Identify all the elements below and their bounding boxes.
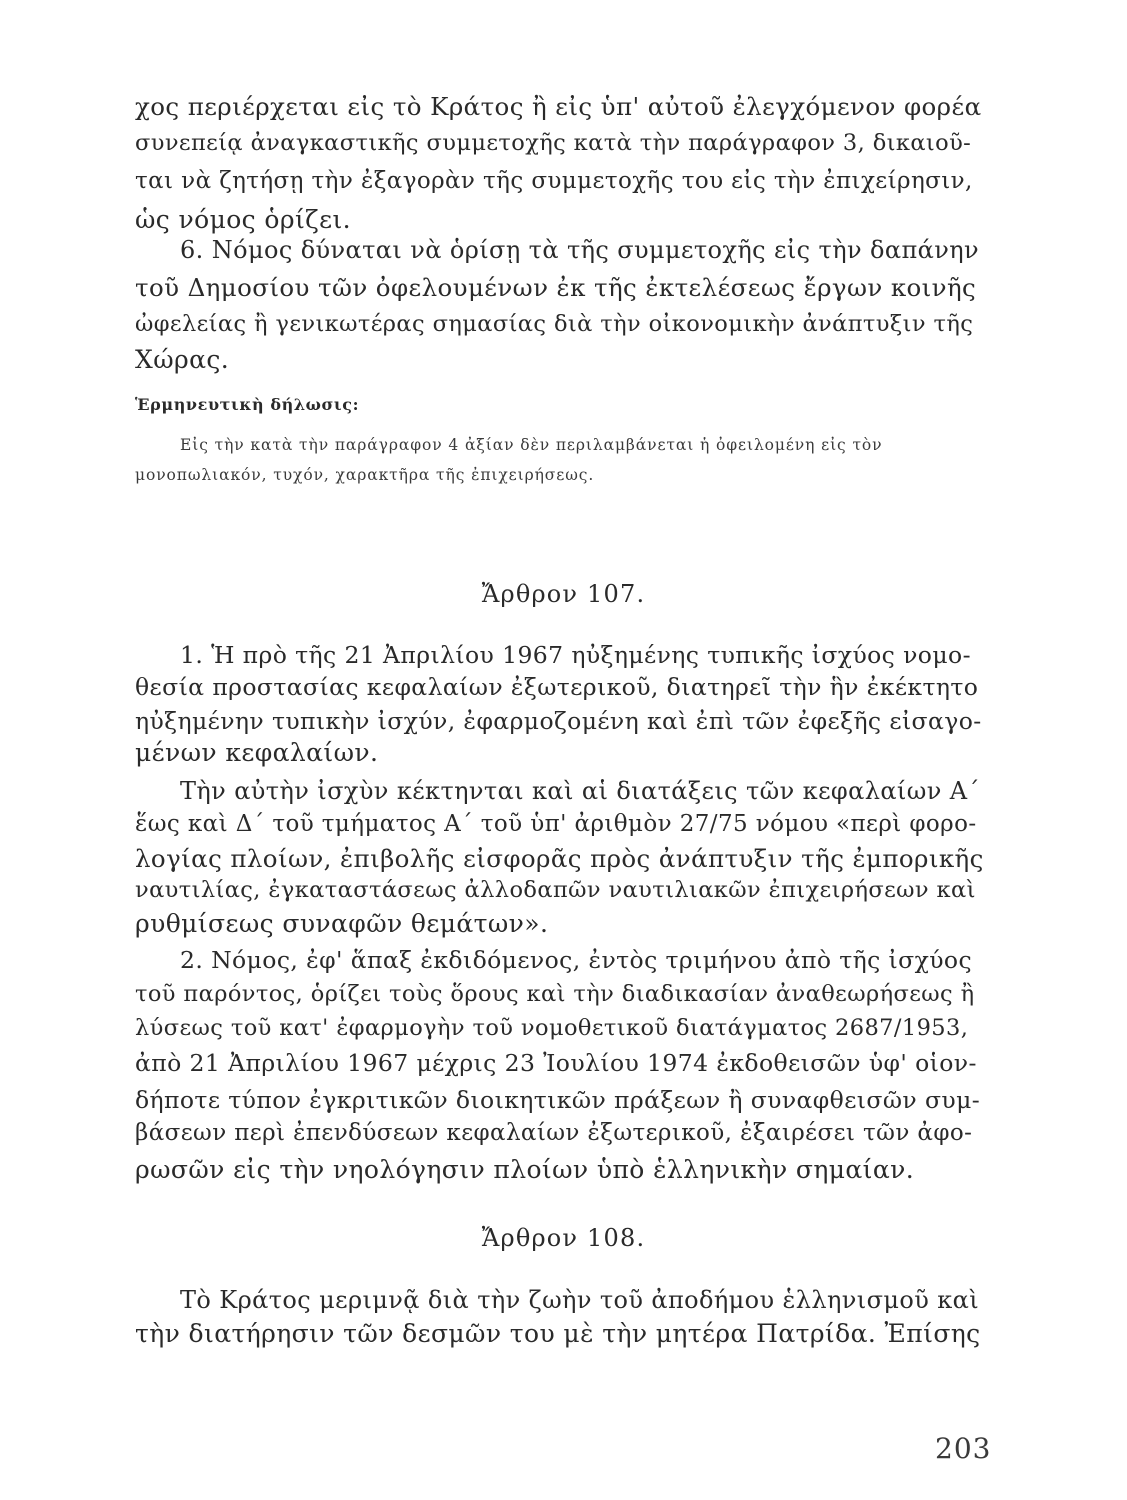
text-line: ὡς νόμος ὁρίζει. [135,205,352,234]
note-line: Εἰς τὴν κατὰ τὴν παράγραφον 4 ἀξίαν δὲν περιλαμβάνεται ἡ ὀφειλομένη εἰς τὸν [180,436,883,454]
note-heading: Ἑρμηνευτικὴ δήλωσις: [135,395,360,414]
text-line: λύσεως τοῦ κατ' ἐφαρμογὴν τοῦ νομοθετικοῦ διατάγματος 2687/1953, [135,1015,969,1041]
text-line: τοῦ παρόντος, ὁρίζει τοὺς ὅρους καὶ τὴν διαδικασίαν ἀναθεωρήσεως ἢ [135,981,975,1007]
article-heading: Ἄρθρον 108. [481,1224,646,1252]
text-line: ρωσῶν εἰς τὴν νηολόγησιν πλοίων ὑπὸ ἑλληνικὴν σημαίαν. [135,1155,915,1184]
note-line: μονοπωλιακόν, τυχόν, χαρακτῆρα τῆς ἐπιχειρήσεως. [135,466,595,484]
text-line: 1. Ἡ πρὸ τῆς 21 Ἀπριλίου 1967 ηὐξημένης τυπικῆς ἰσχύος νομο- [180,641,971,669]
text-line: ται νὰ ζητήσῃ τὴν ἐξαγορὰν τῆς συμμετοχῆς του εἰς τὴν ἐπιχείρησιν, [135,168,973,194]
text-line: ἀπὸ 21 Ἀπριλίου 1967 μέχρις 23 Ἰουλίου 1974 ἐκδοθεισῶν ὑφ' οἱον- [135,1049,977,1077]
text-line: ὠφελείας ἢ γενικωτέρας σημασίας διὰ τὴν οἰκονομικὴν ἀνάπτυξιν τῆς [135,311,974,337]
text-line: χος περιέρχεται εἰς τὸ Κράτος ἢ εἰς ὑπ' αὐτοῦ ἐλεγχόμενον φορέα [135,92,982,121]
text-line: ρυθμίσεως συναφῶν θεμάτων». [135,909,549,938]
page-number: 203 [935,1432,992,1465]
text-line: Τὸ Κράτος μεριμνᾷ διὰ τὴν ζωὴν τοῦ ἀποδήμου ἑλληνισμοῦ καὶ [180,1286,980,1314]
text-line: βάσεων περὶ ἐπενδύσεων κεφαλαίων ἐξωτερικοῦ, ἐξαιρέσει τῶν ἀφο- [135,1120,973,1146]
text-line: λογίας πλοίων, ἐπιβολῆς εἰσφορᾶς πρὸς ἀνάπτυξιν τῆς ἐμπορικῆς [135,844,984,873]
text-line: τὴν διατήρησιν τῶν δεσμῶν του μὲ τὴν μητέρα Πατρίδα. Ἐπίσης [135,1319,981,1348]
text-line: συνεπείᾳ ἀναγκαστικῆς συμμετοχῆς κατὰ τὴν παράγραφον 3, δικαιοῦ- [135,130,972,156]
text-line: 6. Νόμος δύναται νὰ ὁρίσῃ τὰ τῆς συμμετοχῆς εἰς τὴν δαπάνην [180,236,979,264]
text-line: θεσία προστασίας κεφαλαίων ἐξωτερικοῦ, διατηρεῖ τὴν ἣν ἐκέκτητο [135,673,979,701]
text-line: ἕως καὶ Δ΄ τοῦ τμήματος Α΄ τοῦ ὑπ' ἀριθμὸν 27/75 νόμου «περὶ φορο- [135,811,977,837]
text-line: τοῦ Δημοσίου τῶν ὀφελουμένων ἐκ τῆς ἐκτελέσεως ἔργων κοινῆς [135,273,977,302]
text-line: μένων κεφαλαίων. [135,738,379,767]
text-line: ηὐξημένην τυπικὴν ἰσχύν, ἐφαρμοζομένη καὶ ἐπὶ τῶν ἐφεξῆς εἰσαγο- [135,707,982,735]
text-line: 2. Νόμος, ἐφ' ἅπαξ ἐκδιδόμενος, ἐντὸς τριμήνου ἀπὸ τῆς ἰσχύος [180,946,973,974]
text-line: ναυτιλίας, ἐγκαταστάσεως ἀλλοδαπῶν ναυτιλιακῶν ἐπιχειρήσεων καὶ [135,877,976,903]
text-line: δήποτε τύπον ἐγκριτικῶν διοικητικῶν πράξεων ἢ συναφθεισῶν συμ- [135,1086,981,1114]
text-line: Τὴν αὐτὴν ἰσχὺν κέκτηνται καὶ αἱ διατάξεις τῶν κεφαλαίων Α΄ [180,777,980,805]
article-heading: Ἄρθρον 107. [481,580,646,608]
text-line: Χώρας. [135,345,230,374]
